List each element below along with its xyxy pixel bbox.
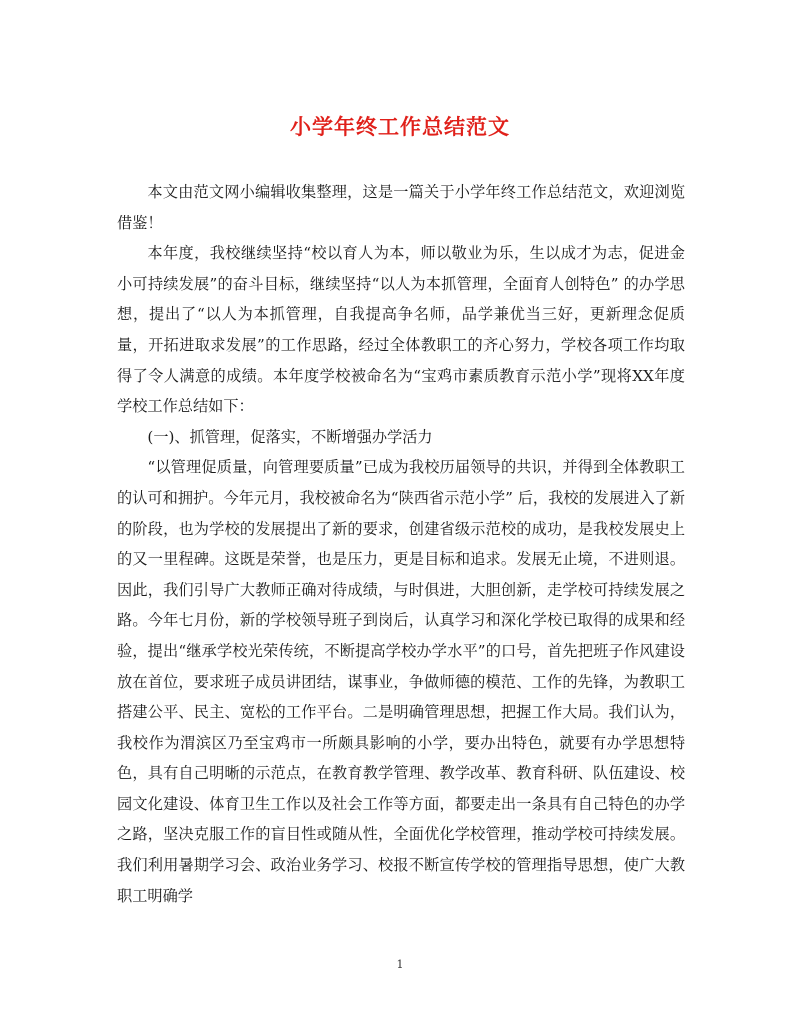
document-body (117, 177, 685, 911)
document-title: 小学年终工作总结范文 (290, 114, 510, 139)
intro-paragraph: 本文由范文网小编辑收集整理，这是一篇关于小学年终工作总结范文，欢迎浏览借鉴！ (117, 183, 685, 232)
page-number: 1 (396, 958, 404, 971)
management-paragraph: “以管理促质量，向管理要质量”已成为我校历届领导的共识，并得到全体教职工的认可和拥护。今年元月，我校被命名为“陕西省示范小学” 后，我校的发展进入了新的阶段，也为学校的发展提出了新的要求，创建省级示范校的成功，是我校发展史上的又一里程碑。这既是荣誉，也是压力，更是目标和追求。发展无止境，不进则退。因此，我们引导广大教师正确对待成绩，与时俱进，大胆创新，走学校可持续发展之路。今年七月份，新的学校领导班子到岗后，认真学习和深化学校已取得的成果和经验，提出“继承学校光荣传统，不断提高学校办学水平”的口号，首先把班子作风建设放在首位，要求班子成员讲团结，谋事业，争做师德的模范、工作的先锋，为教职工搭建公平、民主、宽松的工作平台。二是明确管理思想，把握工作大局。我们认为，我校作为渭滨区乃至宝鸡市一所颇具影响的小学，要办出特色，就要有办学思想特色，具有自己明晰的示范点，在教育教学管理、教学改革、教育科研、队伍建设、校园文化建设、体育卫生工作以及社会工作等方面，都要走出一条具有自己特色的办学之路，坚决克服工作的盲目性或随从性，全面优化学校管理，推动学校可持续发展。我们利用暑期学习会、政治业务学习、校报不断宣传学校的管理指导思想，使广大教职工明确学 (117, 458, 685, 905)
section-heading: (一)、抓管理，促落实，不断增强办学活力 (147, 427, 433, 446)
overview-paragraph: 本年度，我校继续坚持“校以育人为本，师以敬业为乐，生以成才为志，促进金小可持续发展”的奋斗目标，继续坚持“以人为本抓管理，全面育人创特色” 的办学思想，提出了“以人为本抓管理，自我提高争名师，品学兼优当三好，更新理念促质量，开拓进取求发展”的工作思路，经过全体教职工的齐心努力，学校各项工作均取得了令人满意的成绩。本年度学校被命名为“宝鸡市素质教育示范小学”现将XX年度学校工作总结如下： (117, 244, 685, 416)
